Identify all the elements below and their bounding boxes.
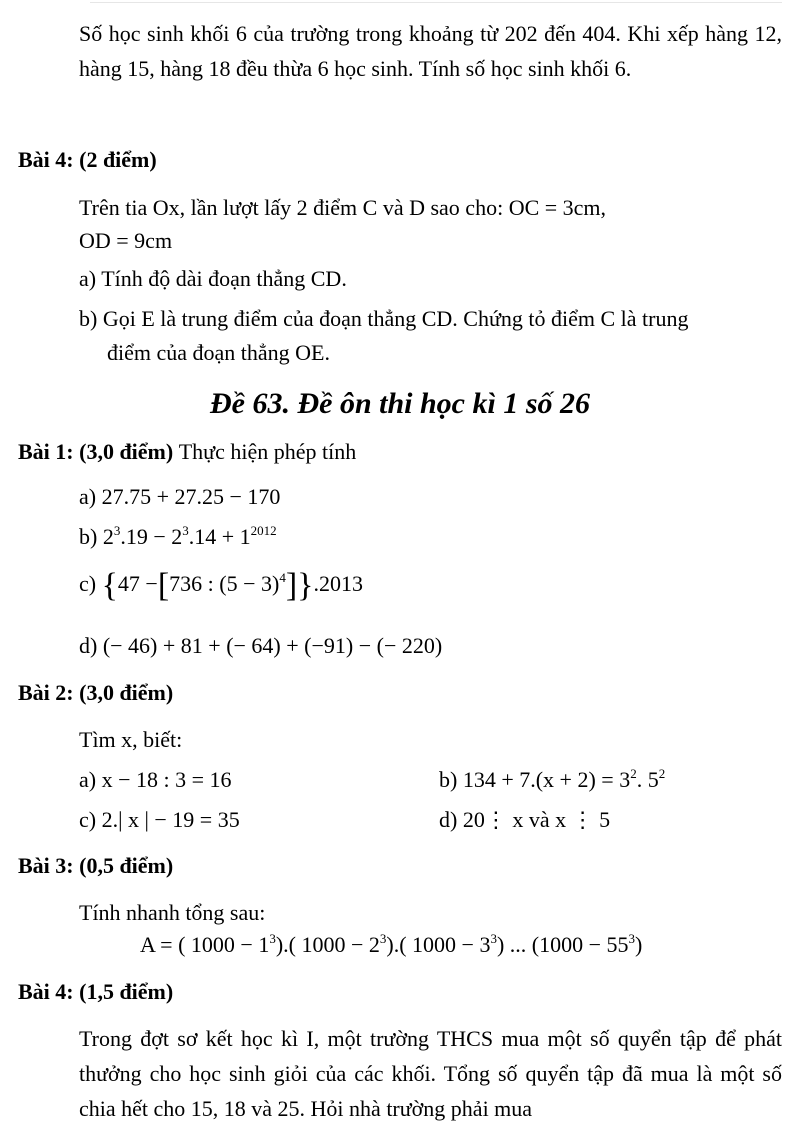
bai2-part-a: a) x − 18 : 3 = 16	[79, 767, 232, 792]
prev-problem-text: Số học sinh khối 6 của trường trong khoảng từ 202 đến 404. Khi xếp hàng 12, hàng 15, hàng 18 đều thừa 6 học sinh. Tính số học sinh khối 6.	[79, 21, 782, 81]
bai1-item-a	[79, 480, 280, 513]
bai1-item-b: b) $2^3.19 - 2^3.14 + 1^{2012}$	[79, 523, 277, 549]
prev-bai4-part-b-line2: điểm của đoạn thẳng OE.	[107, 340, 330, 365]
bai3-formula: A = ( $1000 - 1^3$).( $1000 - 2^3$).( $1000 - 3^3$) ... $(1000 - 55^3)$	[140, 931, 643, 957]
left-bracket: [	[157, 567, 170, 604]
right-bracket: ]	[285, 567, 298, 604]
bai2-heading: Bài 2: (3,0 điểm)	[18, 680, 174, 705]
prev-bai4-part-a: a) Tính độ dài đoạn thẳng CD.	[79, 266, 347, 291]
bai2-part-c: c) 2.| x | − 19 = 35	[79, 807, 240, 832]
bai1-a-expression: 27.75 + 27.25 − 170	[101, 484, 281, 509]
bai3-heading: Bài 3: (0,5 điểm)	[18, 853, 174, 878]
prev-bai4-part-b: b) Gọi E là trung điểm của đoạn thẳng CD. Chứng tỏ điểm C là trung	[79, 306, 689, 331]
bai2-row1	[79, 763, 779, 796]
bai1-c-label: c)	[79, 571, 97, 596]
bai3-intro: Tính nhanh tổng sau:	[79, 900, 266, 925]
top-rule	[90, 2, 782, 3]
bai2-part-d: d) 20⋮ x và x ⋮ 5	[439, 807, 611, 832]
bai1-heading-rest: Thực hiện phép tính	[178, 439, 357, 464]
bai2-row2	[79, 803, 779, 836]
bai2-intro: Tìm x, biết:	[79, 727, 183, 752]
bai1-item-d	[79, 629, 442, 662]
bai1-heading-label: Bài 1: (3,0 điểm)	[18, 439, 174, 464]
bai1-d-expression: (− 46) + 81 + (− 64) + (−91) − (− 220)	[102, 633, 443, 658]
bai4-heading: Bài 4: (1,5 điểm)	[18, 979, 174, 1004]
bai2-part-b: b) $134 + 7.(x + 2) = 3^2$. $5^2$	[439, 766, 666, 792]
page-title: Đề 63. Đề ôn thi học kì 1 số 26	[209, 387, 590, 420]
bai1-d-label: d)	[79, 633, 98, 658]
left-brace: {	[101, 567, 118, 604]
bai4-text: Trong đợt sơ kết học kì I, một trường THCS mua một số quyển tập để phát thưởng cho học sinh giỏi của các khối. Tổng số quyển tập đã mua là một số chia hết cho 15, 18 và 25. Hỏi nhà trường phải mua	[79, 1026, 782, 1121]
bai1-a-label: a)	[79, 484, 97, 509]
right-brace: }	[297, 567, 314, 604]
bai1-item-c: c) {47 −[736 : $(5 - 3)^4]\}.2013$	[79, 567, 363, 604]
bai1-heading	[18, 435, 356, 468]
bai1-b-label: b)	[79, 524, 98, 549]
prev-bai4-text-line2: OD = 9cm	[79, 228, 173, 253]
prev-bai4-text-line1: Trên tia Ox, lần lượt lấy 2 điểm C và D sao cho: OC = 3cm,	[79, 195, 607, 220]
prev-bai4-heading: Bài 4: (2 điểm)	[18, 147, 157, 172]
